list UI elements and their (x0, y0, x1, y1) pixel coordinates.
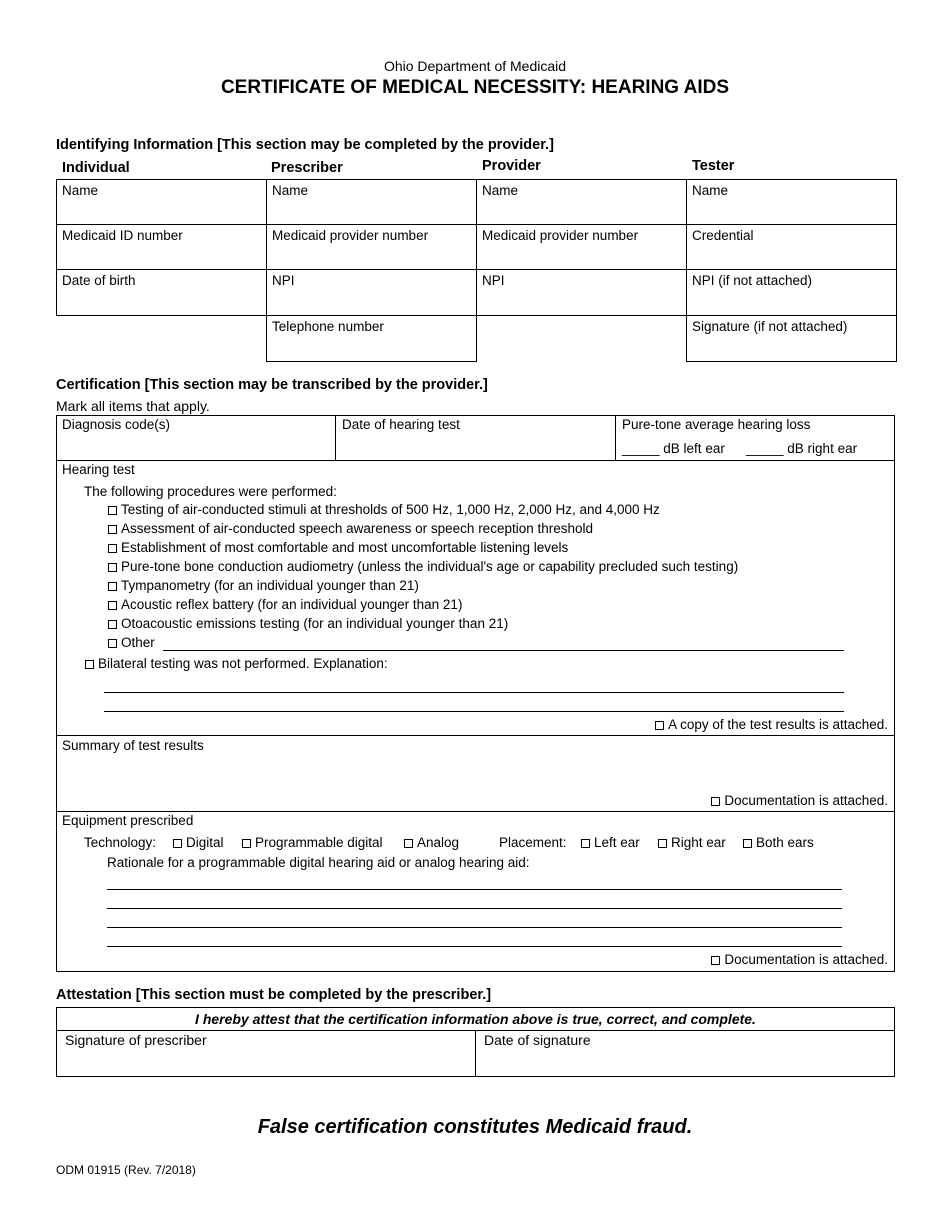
field-label: Credential (692, 228, 754, 243)
field-label: Name (62, 183, 99, 198)
prescriber-name-field[interactable] (266, 179, 477, 225)
provider-medicaid-number-field[interactable] (476, 224, 687, 270)
checkbox[interactable] (655, 721, 664, 730)
field-label: NPI (272, 273, 295, 288)
checkbox[interactable] (743, 839, 752, 848)
tester-signature-field[interactable] (686, 315, 897, 362)
col-head-tester: Tester (692, 158, 735, 174)
field-label: Signature of prescriber (65, 1032, 207, 1048)
form-number: ODM 01915 (Rev. 7/2018) (56, 1163, 196, 1177)
other-line[interactable] (163, 650, 844, 651)
prescriber-medicaid-number-field[interactable] (266, 224, 477, 270)
checkbox[interactable] (581, 839, 590, 848)
field-label: Signature (if not attached) (692, 319, 848, 334)
bilateral-label: Bilateral testing was not performed. Explanation: (98, 656, 388, 671)
option-label: Both ears (756, 835, 814, 850)
tester-credential-field[interactable] (686, 224, 897, 270)
equipment-documentation-item[interactable] (711, 952, 888, 967)
field-label: Date of birth (62, 273, 136, 288)
checkbox[interactable] (108, 620, 117, 629)
rationale-line[interactable] (107, 889, 842, 890)
checkbox[interactable] (173, 839, 182, 848)
rationale-line[interactable] (107, 946, 842, 947)
rationale-line[interactable] (107, 927, 842, 928)
placement-label: Placement: (499, 835, 567, 850)
summary-label: Summary of test results (62, 738, 204, 753)
rationale-line[interactable] (107, 908, 842, 909)
procedures-intro: The following procedures were performed: (84, 484, 337, 499)
checkbox[interactable] (711, 797, 720, 806)
prescriber-npi-field[interactable] (266, 269, 477, 316)
provider-name-field[interactable] (476, 179, 687, 225)
attestation-statement: I hereby attest that the certification information above is true, correct, and complete. (195, 1011, 756, 1027)
hearing-test-label: Hearing test (62, 462, 135, 477)
tester-npi-field[interactable] (686, 269, 897, 316)
checkbox[interactable] (108, 544, 117, 553)
procedure-label: Testing of air-conducted stimuli at thresholds of 500 Hz, 1,000 Hz, 2,000 Hz, and 4,000 Hz (121, 502, 660, 517)
fraud-warning: False certification constitutes Medicaid fraud. (257, 1116, 693, 1138)
checkbox[interactable] (711, 956, 720, 965)
option-label: Programmable digital (255, 835, 383, 850)
prescriber-signature-field[interactable] (56, 1030, 476, 1077)
checkbox[interactable] (404, 839, 413, 848)
tester-name-field[interactable] (686, 179, 897, 225)
col-head-individual: Individual (62, 160, 130, 176)
procedure-item[interactable] (108, 502, 660, 517)
checkbox[interactable] (108, 525, 117, 534)
field-label: Name (692, 183, 729, 198)
checkbox[interactable] (85, 660, 94, 669)
checkbox[interactable] (108, 582, 117, 591)
field-label: Medicaid ID number (62, 228, 183, 243)
procedure-item[interactable] (108, 559, 738, 574)
copy-attached-label: A copy of the test results is attached. (668, 717, 888, 732)
documentation-label: Documentation is attached. (724, 952, 888, 967)
col-head-prescriber: Prescriber (271, 160, 343, 176)
placement-option-both[interactable] (743, 835, 814, 850)
field-label: Telephone number (272, 319, 384, 334)
diagnosis-codes-field[interactable] (56, 415, 336, 461)
procedure-label: Assessment of air-conducted speech awareness or speech reception threshold (121, 521, 594, 536)
certification-instruction: Mark all items that apply. (56, 398, 210, 414)
pta-left-ear: _____ dB left ear (622, 441, 725, 456)
field-label: Pure-tone average hearing loss (622, 417, 811, 432)
checkbox[interactable] (108, 601, 117, 610)
procedure-item[interactable] (108, 521, 593, 536)
field-label: Name (482, 183, 519, 198)
individual-medicaid-id-field[interactable] (56, 224, 267, 270)
procedure-label: Establishment of most comfortable and most uncomfortable listening levels (121, 540, 569, 555)
identifying-heading: Identifying Information [This section may be completed by the provider.] (56, 137, 554, 153)
pta-hearing-loss-field[interactable] (615, 415, 895, 461)
technology-option-analog[interactable] (404, 835, 459, 850)
provider-npi-field[interactable] (476, 269, 687, 316)
technology-label: Technology: (84, 835, 157, 850)
procedure-label: Acoustic reflex battery (for an individual younger than 21) (121, 597, 463, 612)
field-label: NPI (if not attached) (692, 273, 813, 288)
pta-right-ear: _____ dB right ear (746, 441, 858, 456)
option-label: Analog (417, 835, 460, 850)
documentation-label: Documentation is attached. (724, 793, 888, 808)
equipment-label: Equipment prescribed (62, 813, 194, 828)
checkbox[interactable] (108, 506, 117, 515)
field-label: Medicaid provider number (482, 228, 639, 243)
checkbox[interactable] (108, 639, 117, 648)
procedure-item[interactable] (108, 578, 419, 593)
certification-heading: Certification [This section may be transcribed by the provider.] (56, 377, 488, 393)
signature-date-field[interactable] (475, 1030, 895, 1077)
procedure-item-other[interactable] (108, 635, 155, 650)
option-label: Right ear (671, 835, 726, 850)
procedure-item[interactable] (108, 597, 462, 612)
col-head-provider: Provider (482, 158, 541, 174)
bilateral-item[interactable] (85, 656, 388, 671)
technology-option-programmable[interactable] (242, 835, 383, 850)
option-label: Digital (186, 835, 224, 850)
attestation-statement-box (56, 1007, 895, 1031)
field-label: Name (272, 183, 309, 198)
agency-name: Ohio Department of Medicaid (383, 58, 567, 74)
individual-dob-field[interactable] (56, 269, 267, 316)
provider-blank-cell (476, 315, 687, 362)
field-label: Diagnosis code(s) (62, 417, 171, 432)
checkbox[interactable] (658, 839, 667, 848)
procedure-item[interactable] (108, 616, 508, 631)
procedure-label: Otoacoustic emissions testing (for an individual younger than 21) (121, 616, 509, 631)
field-label: Medicaid provider number (272, 228, 429, 243)
placement-option-right[interactable] (658, 835, 726, 850)
procedure-label: Pure-tone bone conduction audiometry (unless the individual's age or capability precluded such testing) (121, 559, 739, 574)
procedure-label: Other (121, 635, 155, 650)
explanation-line[interactable] (104, 711, 844, 712)
placement-option-left[interactable] (581, 835, 640, 850)
explanation-line[interactable] (104, 692, 844, 693)
field-label: Date of hearing test (342, 417, 460, 432)
prescriber-telephone-field[interactable] (266, 315, 477, 362)
procedure-item[interactable] (108, 540, 568, 555)
attestation-heading: Attestation [This section must be completed by the prescriber.] (56, 987, 492, 1003)
copy-attached-item[interactable] (655, 717, 888, 732)
field-label: Date of signature (484, 1032, 591, 1048)
rationale-label: Rationale for a programmable digital hearing aid or analog hearing aid: (107, 855, 530, 870)
checkbox[interactable] (242, 839, 251, 848)
option-label: Left ear (594, 835, 640, 850)
checkbox[interactable] (108, 563, 117, 572)
procedure-label: Tympanometry (for an individual younger than 21) (121, 578, 419, 593)
hearing-test-date-field[interactable] (335, 415, 616, 461)
technology-option-digital[interactable] (173, 835, 224, 850)
individual-name-field[interactable] (56, 179, 267, 225)
field-label: NPI (482, 273, 505, 288)
summary-documentation-item[interactable] (711, 793, 888, 808)
form-title: CERTIFICATE OF MEDICAL NECESSITY: HEARING AIDS (220, 77, 730, 98)
